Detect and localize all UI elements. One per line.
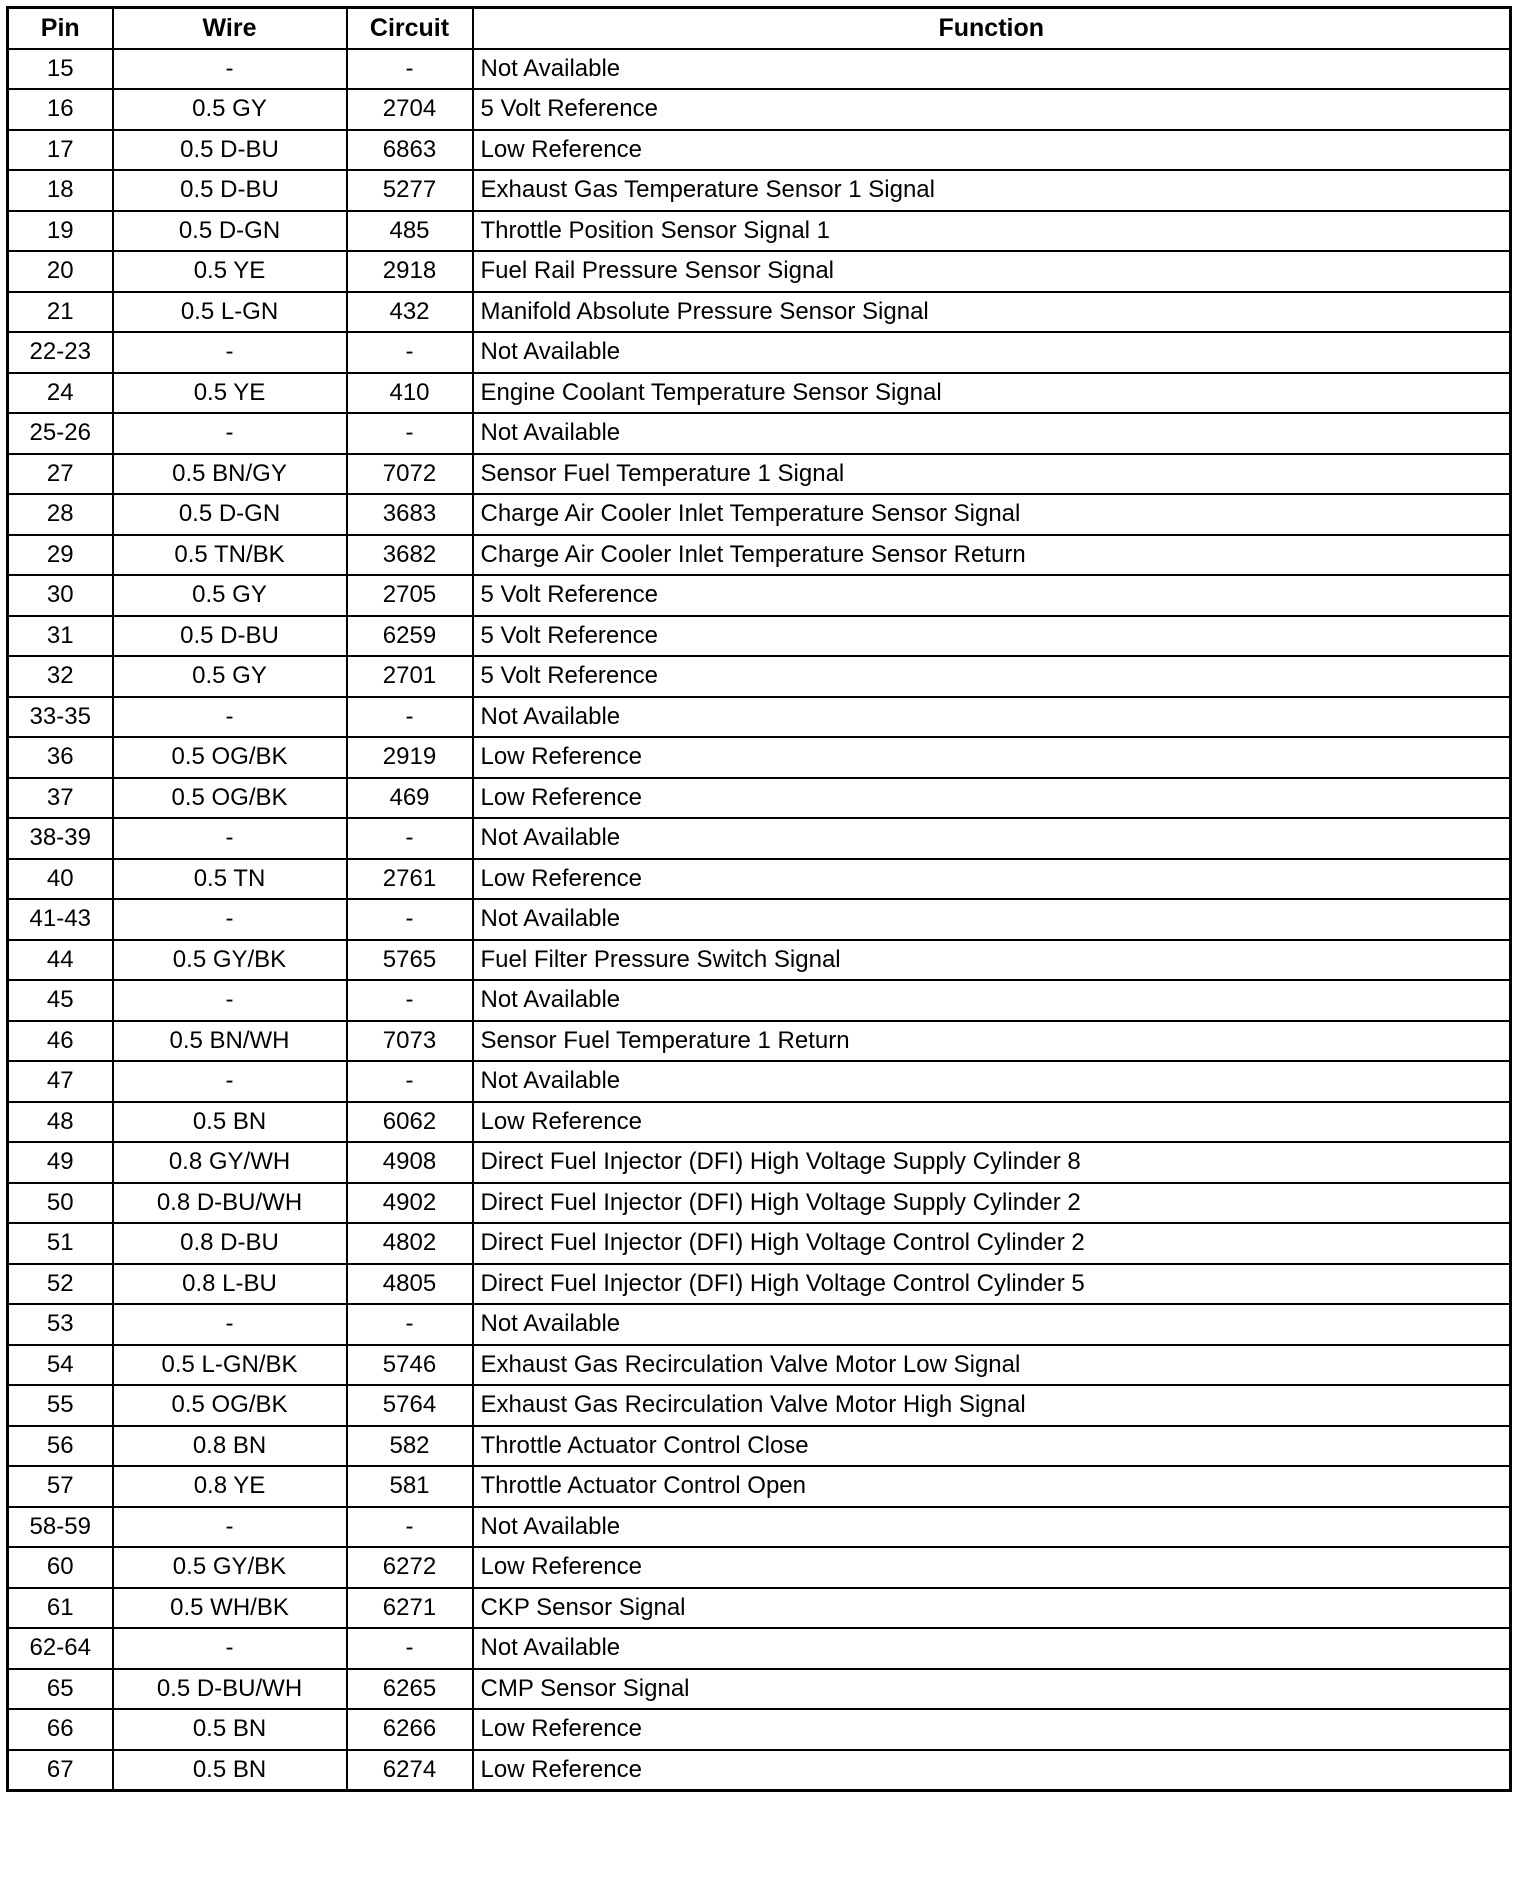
pin-cell: 40 — [8, 859, 113, 900]
circuit-cell: 2918 — [347, 251, 473, 292]
table-row — [8, 616, 1511, 657]
pin-cell: 66 — [8, 1709, 113, 1750]
function-cell: 5 Volt Reference — [473, 656, 1511, 697]
circuit-cell: 432 — [347, 292, 473, 333]
function-cell: Low Reference — [473, 1750, 1511, 1791]
pin-cell: 24 — [8, 373, 113, 414]
table-row — [8, 1223, 1511, 1264]
wire-cell: 0.5 BN/GY — [113, 454, 347, 495]
pin-cell: 33-35 — [8, 697, 113, 738]
table-row — [8, 130, 1511, 171]
table-row — [8, 1547, 1511, 1588]
pin-cell: 38-39 — [8, 818, 113, 859]
circuit-cell: - — [347, 1507, 473, 1548]
function-cell: Exhaust Gas Recirculation Valve Motor Low Signal — [473, 1345, 1511, 1386]
function-cell: Not Available — [473, 1628, 1511, 1669]
wire-cell: - — [113, 818, 347, 859]
function-cell: Throttle Actuator Control Open — [473, 1466, 1511, 1507]
pin-cell: 52 — [8, 1264, 113, 1305]
circuit-cell: 3682 — [347, 535, 473, 576]
table-row — [8, 697, 1511, 738]
function-cell: Low Reference — [473, 778, 1511, 819]
function-cell: Not Available — [473, 1507, 1511, 1548]
pin-cell: 54 — [8, 1345, 113, 1386]
pin-cell: 48 — [8, 1102, 113, 1143]
circuit-cell: 4805 — [347, 1264, 473, 1305]
function-cell: Fuel Rail Pressure Sensor Signal — [473, 251, 1511, 292]
function-cell: Engine Coolant Temperature Sensor Signal — [473, 373, 1511, 414]
function-cell: Exhaust Gas Recirculation Valve Motor High Signal — [473, 1385, 1511, 1426]
circuit-cell: 485 — [347, 211, 473, 252]
circuit-cell: 6062 — [347, 1102, 473, 1143]
table-row — [8, 1588, 1511, 1629]
function-cell: Low Reference — [473, 737, 1511, 778]
wire-cell: 0.5 GY — [113, 89, 347, 130]
pin-cell: 21 — [8, 292, 113, 333]
wire-cell: 0.5 GY/BK — [113, 940, 347, 981]
pin-cell: 22-23 — [8, 332, 113, 373]
pin-cell: 25-26 — [8, 413, 113, 454]
function-cell: Low Reference — [473, 130, 1511, 171]
table-row — [8, 940, 1511, 981]
circuit-cell: 2704 — [347, 89, 473, 130]
pin-cell: 50 — [8, 1183, 113, 1224]
circuit-cell: 581 — [347, 1466, 473, 1507]
circuit-cell: 6271 — [347, 1588, 473, 1629]
circuit-cell: - — [347, 899, 473, 940]
pin-cell: 27 — [8, 454, 113, 495]
pin-cell: 47 — [8, 1061, 113, 1102]
wire-cell: 0.5 TN — [113, 859, 347, 900]
function-cell: Low Reference — [473, 1102, 1511, 1143]
table-row — [8, 1102, 1511, 1143]
table-row — [8, 1061, 1511, 1102]
circuit-cell: 6265 — [347, 1669, 473, 1710]
wire-cell: 0.5 OG/BK — [113, 737, 347, 778]
table-body — [8, 49, 1511, 1791]
function-cell: Low Reference — [473, 1709, 1511, 1750]
circuit-cell: 6272 — [347, 1547, 473, 1588]
column-header-pin: Pin — [8, 8, 113, 49]
pin-cell: 20 — [8, 251, 113, 292]
circuit-cell: - — [347, 697, 473, 738]
function-cell: Not Available — [473, 697, 1511, 738]
wire-cell: 0.5 BN — [113, 1750, 347, 1791]
pin-cell: 45 — [8, 980, 113, 1021]
pin-cell: 55 — [8, 1385, 113, 1426]
function-cell: Not Available — [473, 1061, 1511, 1102]
table-row — [8, 1021, 1511, 1062]
circuit-cell: 6863 — [347, 130, 473, 171]
table-row — [8, 899, 1511, 940]
circuit-cell: 5765 — [347, 940, 473, 981]
table-row — [8, 1507, 1511, 1548]
circuit-cell: 2919 — [347, 737, 473, 778]
pin-cell: 67 — [8, 1750, 113, 1791]
column-header-function: Function — [473, 8, 1511, 49]
circuit-cell: - — [347, 1304, 473, 1345]
function-cell: Sensor Fuel Temperature 1 Signal — [473, 454, 1511, 495]
pin-cell: 16 — [8, 89, 113, 130]
circuit-cell: 7072 — [347, 454, 473, 495]
table-row — [8, 1264, 1511, 1305]
table-row — [8, 1628, 1511, 1669]
pin-cell: 60 — [8, 1547, 113, 1588]
wire-cell: - — [113, 1061, 347, 1102]
circuit-cell: 410 — [347, 373, 473, 414]
function-cell: Direct Fuel Injector (DFI) High Voltage Supply Cylinder 8 — [473, 1142, 1511, 1183]
wire-cell: 0.5 D-BU — [113, 170, 347, 211]
wire-cell: 0.5 WH/BK — [113, 1588, 347, 1629]
wire-cell: 0.8 GY/WH — [113, 1142, 347, 1183]
table-row — [8, 454, 1511, 495]
function-cell: Fuel Filter Pressure Switch Signal — [473, 940, 1511, 981]
wire-cell: 0.5 D-GN — [113, 211, 347, 252]
circuit-cell: 5277 — [347, 170, 473, 211]
table-row — [8, 413, 1511, 454]
circuit-cell: - — [347, 413, 473, 454]
table-row — [8, 1466, 1511, 1507]
pin-cell: 58-59 — [8, 1507, 113, 1548]
table-row — [8, 1345, 1511, 1386]
wire-cell: 0.5 YE — [113, 373, 347, 414]
function-cell: Not Available — [473, 1304, 1511, 1345]
pin-cell: 41-43 — [8, 899, 113, 940]
wire-cell: - — [113, 1507, 347, 1548]
circuit-cell: - — [347, 1061, 473, 1102]
table-row — [8, 818, 1511, 859]
pin-cell: 37 — [8, 778, 113, 819]
wire-cell: 0.5 GY — [113, 575, 347, 616]
wire-cell: 0.5 YE — [113, 251, 347, 292]
pin-cell: 49 — [8, 1142, 113, 1183]
function-cell: Throttle Position Sensor Signal 1 — [473, 211, 1511, 252]
pin-cell: 32 — [8, 656, 113, 697]
function-cell: Not Available — [473, 332, 1511, 373]
pin-cell: 19 — [8, 211, 113, 252]
table-row — [8, 332, 1511, 373]
table-row — [8, 211, 1511, 252]
pin-cell: 31 — [8, 616, 113, 657]
table-row — [8, 494, 1511, 535]
pin-cell: 44 — [8, 940, 113, 981]
function-cell: CKP Sensor Signal — [473, 1588, 1511, 1629]
table-row — [8, 1183, 1511, 1224]
table-row — [8, 1750, 1511, 1791]
table-row — [8, 1669, 1511, 1710]
pin-cell: 62-64 — [8, 1628, 113, 1669]
pin-cell: 65 — [8, 1669, 113, 1710]
column-header-wire: Wire — [113, 8, 347, 49]
wire-cell: 0.5 OG/BK — [113, 1385, 347, 1426]
pin-cell: 53 — [8, 1304, 113, 1345]
wire-cell: 0.5 L-GN/BK — [113, 1345, 347, 1386]
table-row — [8, 535, 1511, 576]
wire-cell: 0.5 D-BU — [113, 130, 347, 171]
table-row — [8, 980, 1511, 1021]
function-cell: Not Available — [473, 899, 1511, 940]
circuit-cell: - — [347, 980, 473, 1021]
table-row — [8, 737, 1511, 778]
wire-cell: 0.8 YE — [113, 1466, 347, 1507]
wire-cell: 0.5 OG/BK — [113, 778, 347, 819]
pin-cell: 56 — [8, 1426, 113, 1467]
table-row — [8, 778, 1511, 819]
wire-cell: 0.5 BN — [113, 1709, 347, 1750]
function-cell: Charge Air Cooler Inlet Temperature Sensor Return — [473, 535, 1511, 576]
function-cell: Low Reference — [473, 1547, 1511, 1588]
function-cell: 5 Volt Reference — [473, 616, 1511, 657]
table-row — [8, 1142, 1511, 1183]
table-row — [8, 859, 1511, 900]
function-cell: Not Available — [473, 49, 1511, 90]
wire-cell: 0.8 BN — [113, 1426, 347, 1467]
table-row — [8, 89, 1511, 130]
table-row — [8, 656, 1511, 697]
pin-cell: 30 — [8, 575, 113, 616]
pin-cell: 18 — [8, 170, 113, 211]
circuit-cell: 6266 — [347, 1709, 473, 1750]
pin-cell: 28 — [8, 494, 113, 535]
wire-cell: 0.8 L-BU — [113, 1264, 347, 1305]
table-row — [8, 251, 1511, 292]
circuit-cell: - — [347, 1628, 473, 1669]
table-row — [8, 1304, 1511, 1345]
pin-cell: 61 — [8, 1588, 113, 1629]
function-cell: Not Available — [473, 980, 1511, 1021]
function-cell: 5 Volt Reference — [473, 575, 1511, 616]
pin-cell: 57 — [8, 1466, 113, 1507]
circuit-cell: 6274 — [347, 1750, 473, 1791]
pin-cell: 29 — [8, 535, 113, 576]
function-cell: Direct Fuel Injector (DFI) High Voltage Control Cylinder 2 — [473, 1223, 1511, 1264]
function-cell: Manifold Absolute Pressure Sensor Signal — [473, 292, 1511, 333]
wire-cell: 0.5 D-GN — [113, 494, 347, 535]
wire-cell: 0.8 D-BU/WH — [113, 1183, 347, 1224]
circuit-cell: - — [347, 332, 473, 373]
wire-cell: - — [113, 899, 347, 940]
circuit-cell: 4802 — [347, 1223, 473, 1264]
pin-cell: 51 — [8, 1223, 113, 1264]
function-cell: Direct Fuel Injector (DFI) High Voltage Supply Cylinder 2 — [473, 1183, 1511, 1224]
table-header — [8, 8, 1511, 49]
circuit-cell: 4908 — [347, 1142, 473, 1183]
table-row — [8, 373, 1511, 414]
table-row — [8, 1426, 1511, 1467]
header-row — [8, 8, 1511, 49]
circuit-cell: - — [347, 818, 473, 859]
circuit-cell: 469 — [347, 778, 473, 819]
circuit-cell: - — [347, 49, 473, 90]
function-cell: Not Available — [473, 818, 1511, 859]
circuit-cell: 6259 — [347, 616, 473, 657]
pin-cell: 46 — [8, 1021, 113, 1062]
connector-pinout-table — [6, 6, 1512, 1792]
table-row — [8, 49, 1511, 90]
pin-cell: 36 — [8, 737, 113, 778]
circuit-cell: 2701 — [347, 656, 473, 697]
wire-cell: - — [113, 697, 347, 738]
function-cell: CMP Sensor Signal — [473, 1669, 1511, 1710]
function-cell: 5 Volt Reference — [473, 89, 1511, 130]
circuit-cell: 5746 — [347, 1345, 473, 1386]
pin-cell: 15 — [8, 49, 113, 90]
wire-cell: - — [113, 413, 347, 454]
column-header-circuit: Circuit — [347, 8, 473, 49]
circuit-cell: 3683 — [347, 494, 473, 535]
circuit-cell: 2761 — [347, 859, 473, 900]
table-row — [8, 1709, 1511, 1750]
circuit-cell: 4902 — [347, 1183, 473, 1224]
wire-cell: 0.5 BN — [113, 1102, 347, 1143]
table-row — [8, 1385, 1511, 1426]
circuit-cell: 7073 — [347, 1021, 473, 1062]
circuit-cell: 5764 — [347, 1385, 473, 1426]
wire-cell: 0.5 GY — [113, 656, 347, 697]
table-row — [8, 575, 1511, 616]
circuit-cell: 582 — [347, 1426, 473, 1467]
wire-cell: 0.8 D-BU — [113, 1223, 347, 1264]
wire-cell: 0.5 D-BU — [113, 616, 347, 657]
wire-cell: - — [113, 332, 347, 373]
circuit-cell: 2705 — [347, 575, 473, 616]
function-cell: Not Available — [473, 413, 1511, 454]
wire-cell: - — [113, 49, 347, 90]
function-cell: Exhaust Gas Temperature Sensor 1 Signal — [473, 170, 1511, 211]
function-cell: Charge Air Cooler Inlet Temperature Sensor Signal — [473, 494, 1511, 535]
wire-cell: 0.5 L-GN — [113, 292, 347, 333]
function-cell: Sensor Fuel Temperature 1 Return — [473, 1021, 1511, 1062]
wire-cell: - — [113, 1628, 347, 1669]
wire-cell: 0.5 GY/BK — [113, 1547, 347, 1588]
function-cell: Throttle Actuator Control Close — [473, 1426, 1511, 1467]
wire-cell: 0.5 D-BU/WH — [113, 1669, 347, 1710]
wire-cell: 0.5 BN/WH — [113, 1021, 347, 1062]
wire-cell: 0.5 TN/BK — [113, 535, 347, 576]
table-row — [8, 292, 1511, 333]
function-cell: Direct Fuel Injector (DFI) High Voltage Control Cylinder 5 — [473, 1264, 1511, 1305]
pin-cell: 17 — [8, 130, 113, 171]
wire-cell: - — [113, 1304, 347, 1345]
function-cell: Low Reference — [473, 859, 1511, 900]
table-row — [8, 170, 1511, 211]
wire-cell: - — [113, 980, 347, 1021]
